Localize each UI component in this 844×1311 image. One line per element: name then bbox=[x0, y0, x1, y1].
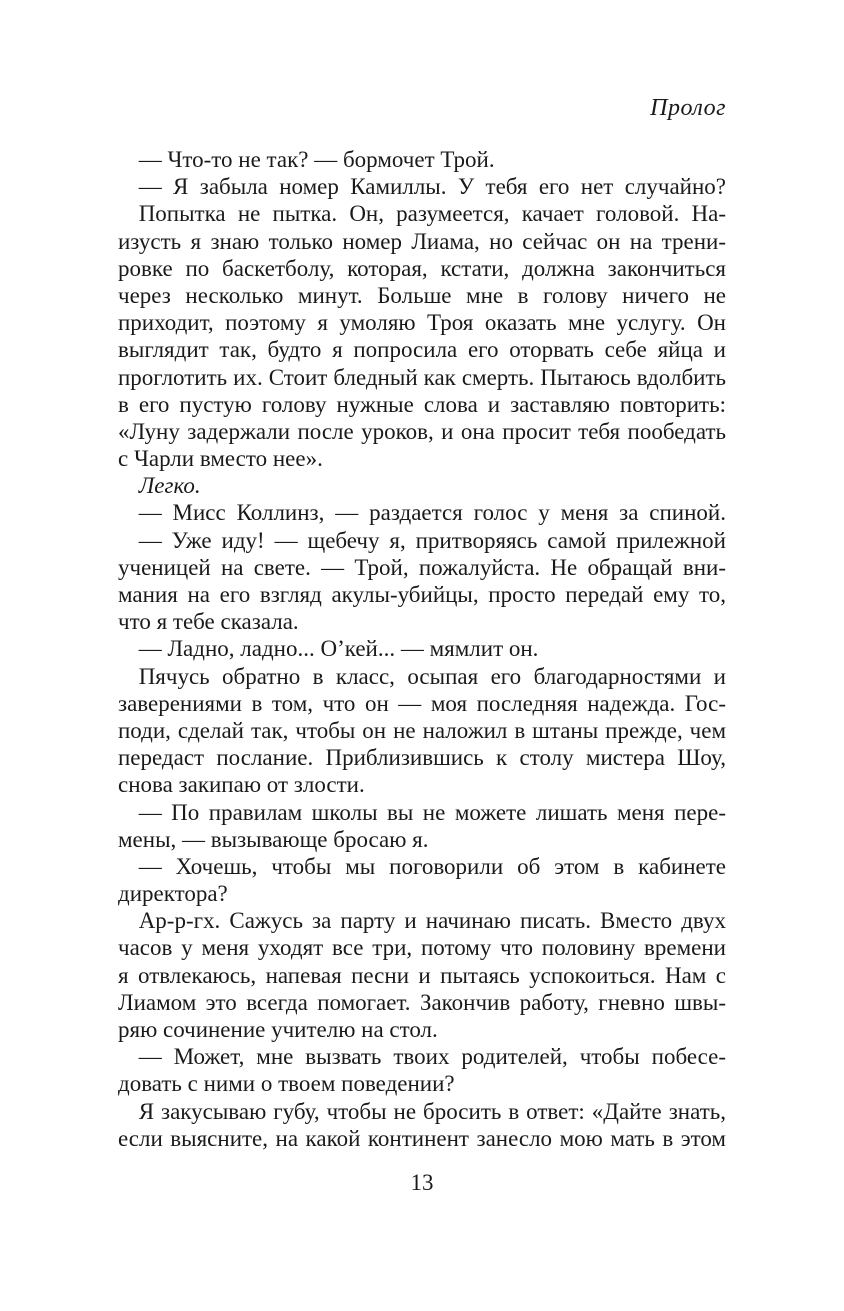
text-line: Лиамом это всегда помогает. Закончив работу, гневно швы- bbox=[118, 989, 726, 1015]
text-line: поди, сделай так, чтобы он не наложил в штаны прежде, чем bbox=[118, 717, 726, 743]
text-line: мания на его взгляд акулы-убийцы, просто передай ему то, bbox=[118, 582, 726, 607]
text-line: — Я забыла номер Камиллы. У тебя его нет случайно? bbox=[138, 174, 726, 200]
body-text bbox=[118, 146, 726, 1152]
text-line: ученицей на свете. — Трой, пожалуйста. Не обращай вни- bbox=[118, 554, 726, 580]
text-line: передаст послание. Приблизившись к столу мистера Шоу, bbox=[118, 745, 726, 771]
text-line: ряю сочинение учителю на стол. bbox=[118, 1017, 438, 1042]
text-line: в его пустую голову нужные слова и заставляю повторить: bbox=[118, 391, 726, 417]
page-number: 13 bbox=[410, 1170, 434, 1195]
text-line: заверениями в том, что он — моя последняя надежда. Гос- bbox=[118, 690, 726, 716]
text-line: директора? bbox=[118, 881, 228, 907]
text-line: Пячусь обратно в класс, осыпая его благодарностями и bbox=[138, 663, 726, 689]
text-line: Попытка не пытка. Он, разумеется, качает головой. На- bbox=[138, 201, 726, 227]
text-line: если выясните, на какой континент занесло мою мать в этом bbox=[118, 1125, 726, 1151]
text-line: приходит, поэтому я умоляю Троя оказать мне услугу. Он bbox=[118, 310, 726, 336]
text-line: — Уже иду! — щебечу я, притворяясь самой прилежной bbox=[138, 527, 726, 553]
text-line: Я закусываю губу, чтобы не бросить в ответ: «Дайте знать, bbox=[138, 1098, 726, 1124]
text-line: ровке по баскетболу, которая, кстати, должна закончиться bbox=[118, 255, 726, 281]
text-line: изусть я знаю только номер Лиама, но сейчас он на трени- bbox=[118, 228, 726, 254]
text-line: через несколько минут. Больше мне в голову ничего не bbox=[118, 282, 726, 308]
text-line: мены, — вызывающе бросаю я. bbox=[118, 826, 429, 852]
text-line: — Мисс Коллинз, — раздается голос у меня за спиной. bbox=[138, 500, 726, 526]
text-line: снова закипаю от злости. bbox=[118, 772, 365, 798]
text-line: я отвлекаюсь, напевая песни и пытаясь успокоиться. Нам с bbox=[118, 962, 726, 988]
text-line: — Хочешь, чтобы мы поговорили об этом в кабинете bbox=[138, 853, 726, 879]
text-line: что я тебе сказала. bbox=[118, 609, 299, 635]
text-line: — По правилам школы вы не можете лишать меня пере- bbox=[138, 799, 726, 825]
text-line: «Луну задержали после уроков, и она просит тебя пообедать bbox=[118, 418, 726, 444]
text-line: выглядит так, будто я попросила его оторвать себе яйца и bbox=[118, 337, 726, 363]
text-line: — Что-то не так? — бормочет Трой. bbox=[138, 147, 495, 172]
text-line-italic: Легко. bbox=[138, 473, 201, 499]
text-line: Ар-р-гх. Сажусь за парту и начинаю писать. Вместо двух bbox=[138, 908, 726, 934]
text-line: проглотить их. Стоит бледный как смерть. Пытаюсь вдолбить bbox=[118, 364, 726, 390]
text-line: — Ладно, ладно... О’кей... — мямлит он. bbox=[138, 636, 539, 662]
text-line: с Чарли вместо нее». bbox=[118, 446, 323, 472]
running-head: Пролог bbox=[650, 95, 726, 121]
text-line: — Может, мне вызвать твоих родителей, чтобы побесе- bbox=[138, 1044, 726, 1070]
text-line: довать с ними о твоем поведении? bbox=[118, 1071, 455, 1097]
text-line: часов у меня уходят все три, потому что половину времени bbox=[118, 935, 726, 961]
